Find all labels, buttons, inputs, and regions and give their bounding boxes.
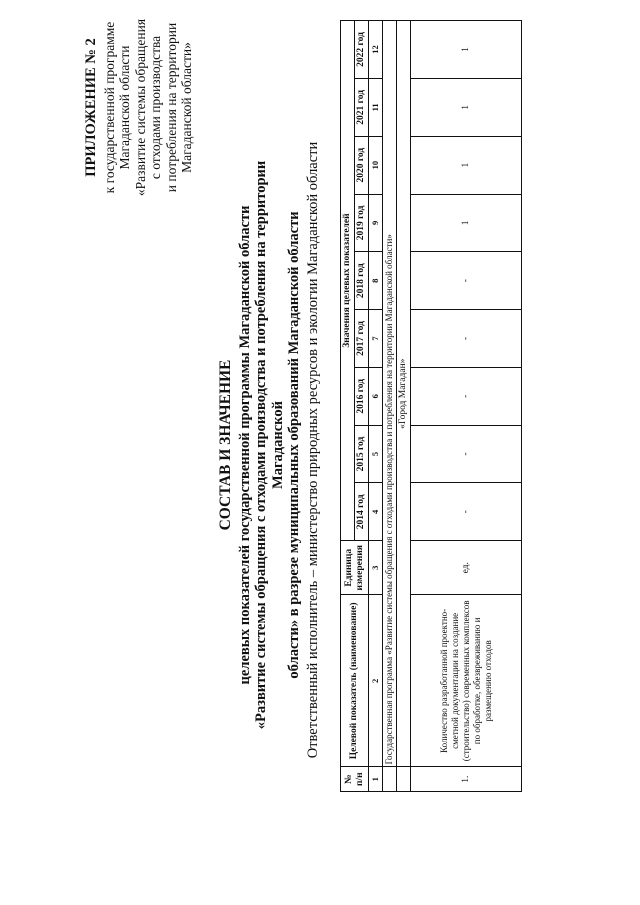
row-value: 1: [411, 136, 522, 194]
row-unit: ед.: [411, 541, 522, 595]
column-number: 1: [369, 767, 383, 792]
header-year: 2022 год: [355, 21, 369, 79]
heading-line: «Развитие системы обращения с отходами производства и потребления на территории Магаданской: [253, 160, 286, 730]
column-numbers-row: [369, 21, 383, 792]
appendix-line: с отходами производства: [148, 35, 163, 180]
column-number: 10: [369, 136, 383, 194]
header-year: 2015 год: [355, 425, 369, 483]
row-value: -: [411, 483, 522, 541]
appendix-line: к государственной программе: [101, 21, 117, 194]
row-value: -: [411, 367, 522, 425]
municipality-row-num-cell: [397, 767, 411, 792]
header-num: № п/н: [341, 767, 369, 792]
row-value: 1: [411, 21, 522, 79]
column-number: 6: [369, 367, 383, 425]
appendix-title: ПРИЛОЖЕНИЕ № 2: [83, 38, 99, 177]
appendix-line: и потребления на территории: [163, 22, 179, 193]
header-year: 2018 год: [355, 252, 369, 310]
column-number: 5: [369, 425, 383, 483]
header-unit: Единица измерения: [341, 541, 369, 595]
document-heading: [218, 145, 303, 745]
column-number: 9: [369, 194, 383, 252]
header-year: 2020 год: [355, 136, 369, 194]
table-row: [411, 21, 522, 792]
row-value: 1: [411, 78, 522, 136]
row-num: 1.: [411, 767, 522, 792]
header-year: 2016 год: [355, 367, 369, 425]
heading-line: целевых показателей государственной программы Магаданской области: [236, 205, 253, 685]
column-number: 11: [369, 78, 383, 136]
program-row: [383, 21, 397, 792]
appendix-line: Магаданской области»: [179, 42, 194, 173]
row-value: -: [411, 425, 522, 483]
municipality-row: [397, 21, 411, 792]
heading-line: области» в разрезе муниципальных образований Магаданской области: [286, 211, 302, 679]
column-number: 4: [369, 483, 383, 541]
header-year: 2021 год: [355, 78, 369, 136]
header-indicator: Целевой показатель (наименование): [341, 595, 369, 767]
header-values-group: Значения целевых показателей: [341, 21, 355, 541]
header-year: 2014 год: [355, 483, 369, 541]
column-number: 12: [369, 21, 383, 79]
table-header-row: [341, 21, 355, 792]
row-value: -: [411, 310, 522, 368]
row-indicator: Количество разработанной проектно-сметной документации на создание (строительство) современных комплексов по обработке, обезвреживанию и размещению отходов: [411, 595, 522, 767]
row-value: 1: [411, 194, 522, 252]
appendix-line: «Развитие системы обращения: [132, 18, 148, 197]
program-row-num-cell: [383, 767, 397, 792]
column-number: 7: [369, 310, 383, 368]
row-value: -: [411, 252, 522, 310]
heading-main: СОСТАВ И ЗНАЧЕНИЕ: [217, 359, 234, 531]
column-number: 2: [369, 595, 383, 767]
municipality-name: «Город Магадан»: [397, 21, 411, 767]
column-number: 8: [369, 252, 383, 310]
program-name: Государственная программа «Развитие системы обращения с отходами производства и потребления на территории Магаданской области»: [383, 21, 397, 767]
header-year: 2017 год: [355, 310, 369, 368]
header-year: 2019 год: [355, 194, 369, 252]
responsible-executor: Ответственный исполнитель – министерство природных ресурсов и экологии Магаданской области: [305, 141, 321, 759]
appendix-block: [84, 10, 195, 205]
appendix-line: Магаданской области: [117, 45, 132, 170]
indicators-table: [340, 20, 522, 792]
column-number: 3: [369, 541, 383, 595]
